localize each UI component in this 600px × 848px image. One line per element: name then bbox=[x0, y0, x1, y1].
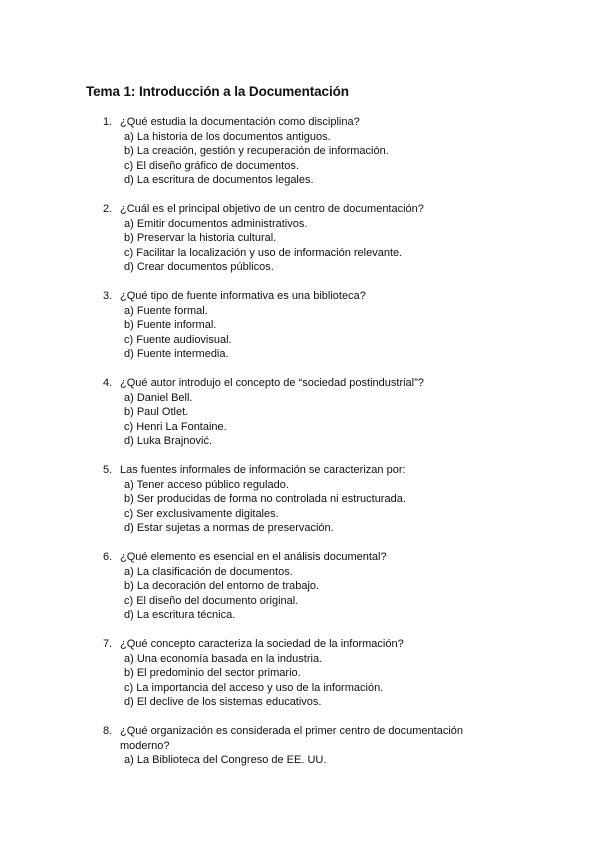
answer-option: c) La importancia del acceso y uso de la información. bbox=[124, 681, 384, 694]
question-number: 2. bbox=[103, 203, 113, 215]
question-item bbox=[0, 550, 600, 623]
answer-option: d) Fuente intermedia. bbox=[124, 348, 229, 360]
question-text: ¿Qué tipo de fuente informativa es una biblioteca? bbox=[120, 290, 366, 302]
question-number: 6. bbox=[103, 551, 113, 563]
answer-options bbox=[124, 478, 600, 536]
answer-option: b) El predominio del sector primario. bbox=[124, 667, 301, 679]
answer-option: a) Tener acceso público regulado. bbox=[124, 478, 289, 491]
question-item bbox=[0, 202, 600, 275]
answer-option: d) La escritura técnica. bbox=[124, 609, 236, 621]
answer-options bbox=[124, 753, 600, 768]
answer-option: c) Henri La Fontaine. bbox=[124, 420, 227, 433]
answer-options bbox=[124, 652, 600, 710]
answer-option: b) Fuente informal. bbox=[124, 319, 217, 331]
question-text: Las fuentes informales de información se caracterizan por: bbox=[120, 464, 406, 476]
answer-option: d) Luka Brajnović. bbox=[124, 435, 213, 447]
question-item bbox=[0, 724, 600, 768]
answer-option: b) Preservar la historia cultural. bbox=[124, 232, 277, 244]
question-number: 4. bbox=[103, 377, 113, 389]
answer-option: b) La decoración del entorno de trabajo. bbox=[124, 580, 320, 592]
answer-option: a) Una economía basada en la industria. bbox=[124, 652, 323, 665]
answer-options bbox=[124, 391, 600, 449]
answer-option: c) El diseño del documento original. bbox=[124, 594, 299, 607]
question-text: ¿Qué autor introdujo el concepto de “sociedad postindustrial”? bbox=[120, 377, 424, 389]
answer-options bbox=[124, 304, 600, 362]
answer-option: a) La Biblioteca del Congreso de EE. UU. bbox=[124, 754, 327, 766]
answer-option: d) El declive de los sistemas educativos. bbox=[124, 696, 322, 708]
question-number: 3. bbox=[103, 290, 113, 302]
question-item bbox=[0, 115, 600, 188]
question-text: ¿Qué elemento es esencial en el análisis documental? bbox=[120, 551, 387, 563]
answer-option: a) Emitir documentos administrativos. bbox=[124, 217, 308, 230]
question-text: ¿Qué concepto caracteriza la sociedad de la información? bbox=[120, 638, 404, 650]
question-number: 8. bbox=[103, 725, 113, 737]
question-text: ¿Qué organización es considerada el primer centro de documentación moderno? bbox=[120, 725, 464, 752]
answer-options bbox=[124, 565, 600, 623]
answer-option: d) Crear documentos públicos. bbox=[124, 261, 274, 273]
question-item bbox=[0, 463, 600, 536]
answer-option: b) La creación, gestión y recuperación de información. bbox=[124, 145, 389, 157]
question-item bbox=[0, 637, 600, 710]
answer-option: c) Facilitar la localización y uso de información relevante. bbox=[124, 246, 403, 259]
answer-option: d) Estar sujetas a normas de preservación. bbox=[124, 522, 334, 534]
question-text: ¿Qué estudia la documentación como disciplina? bbox=[120, 116, 360, 128]
question-item bbox=[0, 289, 600, 362]
question-list bbox=[0, 115, 600, 782]
answer-option: a) Fuente formal. bbox=[124, 304, 208, 317]
answer-option: a) La historia de los documentos antiguos. bbox=[124, 130, 331, 143]
answer-option: a) La clasificación de documentos. bbox=[124, 565, 293, 578]
question-number: 1. bbox=[103, 116, 113, 128]
answer-option: b) Paul Otlet. bbox=[124, 406, 189, 418]
page-title: Tema 1: Introducción a la Documentación bbox=[86, 84, 349, 99]
question-number: 7. bbox=[103, 638, 113, 650]
answer-option: d) La escritura de documentos legales. bbox=[124, 174, 314, 186]
answer-option: c) Ser exclusivamente digitales. bbox=[124, 507, 279, 520]
answer-option: b) Ser producidas de forma no controlada ni estructurada. bbox=[124, 493, 406, 505]
question-text: ¿Cuál es el principal objetivo de un centro de documentación? bbox=[120, 203, 424, 215]
answer-option: c) Fuente audiovisual. bbox=[124, 333, 232, 346]
answer-option: c) El diseño gráfico de documentos. bbox=[124, 159, 299, 172]
question-item bbox=[0, 376, 600, 449]
answer-options bbox=[124, 217, 600, 275]
answer-options bbox=[124, 130, 600, 188]
answer-option: a) Daniel Bell. bbox=[124, 391, 193, 404]
question-number: 5. bbox=[103, 464, 113, 476]
